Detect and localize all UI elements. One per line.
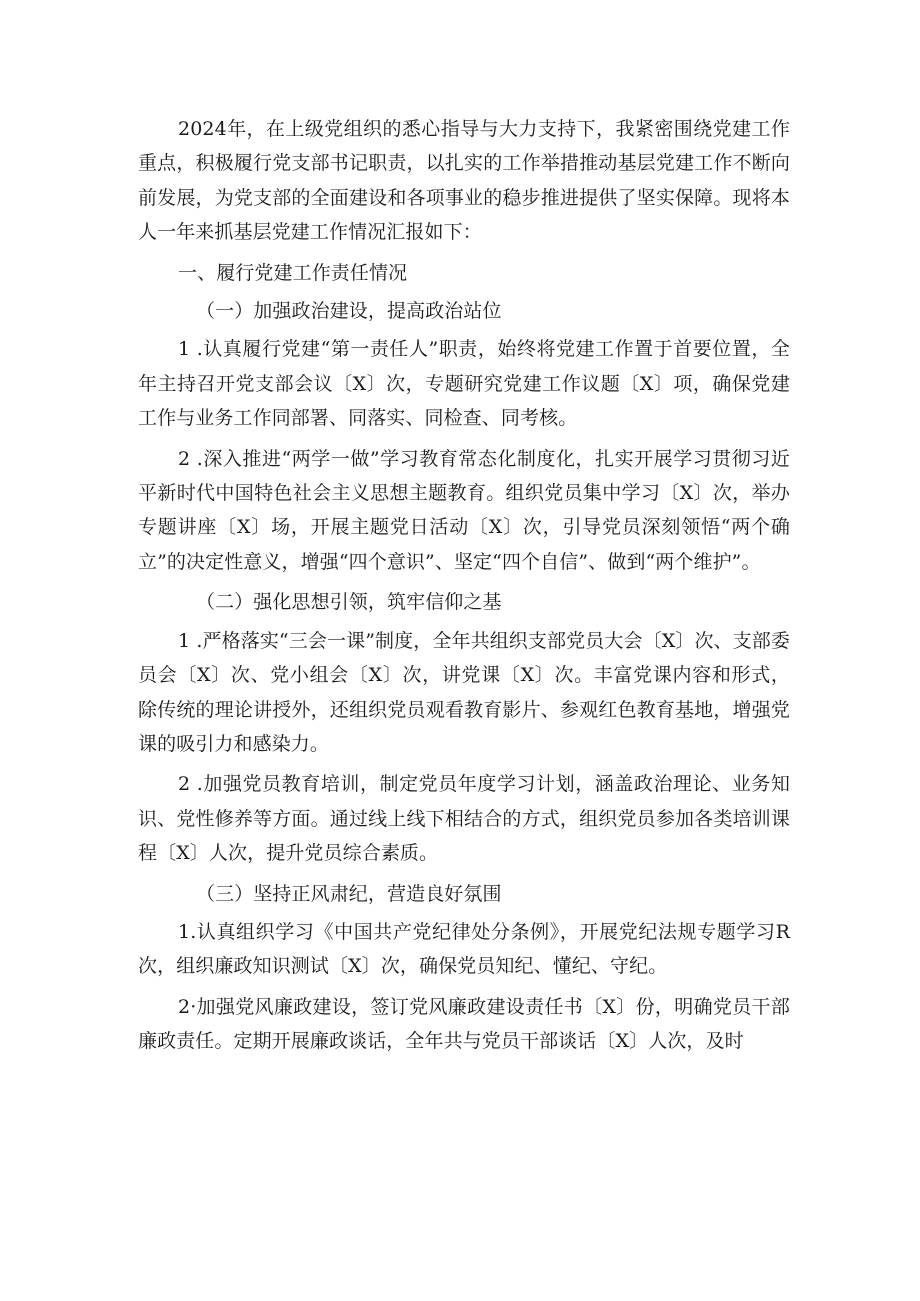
subsection-heading-3: （三）坚持正风肃纪，营造良好氛围: [196, 882, 502, 905]
paragraph-2-2: 2 .加强党员教育培训，制定党员年度学习计划，涵盖政治理论、业务知识、党性修养等方面。通过线上线下相结合的方式，组织党员参加各类培训课程〔X〕人次，提升党员综合素质。: [138, 773, 790, 865]
section-heading-1: 一、履行党建工作责任情况: [178, 261, 408, 284]
paragraph-3-1: 1.认真组织学习《中国共产党纪律处分条例》，开展党纪法规专题学习R次，组织廉政知识测试〔X〕次，确保党员知纪、懂纪、守纪。: [138, 920, 790, 978]
paragraph-1-2: 2 .深入推进“两学一做”学习教育常态化制度化，扎实开展学习贯彻习近平新时代中国特色社会主义思想主题教育。组织党员集中学习〔X〕次，举办专题讲座〔X〕场，开展主题党日活动〔X〕次，引导党员深刻领悟“两个确立”的决定性意义，增强“四个意识”、坚定“四个自信”、做到“两个维护”。: [138, 447, 790, 573]
paragraph-2-1: 1 .严格落实“三会一课”制度，全年共组织支部党员大会〔X〕次、支部委员会〔X〕次、党小组会〔X〕次，讲党课〔X〕次。丰富党课内容和形式，除传统的理论讲授外，还组织党员观看教育影片、参观红色教育基地，增强党课的吸引力和感染力。: [138, 629, 790, 755]
subsection-heading-2: （二）强化思想引领，筑牢信仰之基: [196, 591, 502, 614]
subsection-heading-1: （一）加强政治建设，提高政治站位: [196, 300, 502, 323]
paragraph-3-2: 2·加强党风廉政建设，签订党风廉政建设责任书〔X〕份，明确党员干部廉政责任。定期开展廉政谈话，全年共与党员干部谈话〔X〕人次，及时: [138, 995, 790, 1053]
paragraph-1-1: 1 .认真履行党建“第一责任人”职责，始终将党建工作置于首要位置，全年主持召开党支部会议〔X〕次，专题研究党建工作议题〔X〕项，确保党建工作与业务工作同部署、同落实、同检查、同考核。: [138, 338, 790, 430]
document-body: [138, 112, 790, 1065]
intro-paragraph: 2024年，在上级党组织的悉心指导与大力支持下，我紧密围绕党建工作重点，积极履行党支部书记职责，以扎实的工作举措推动基层党建工作不断向前发展，为党支部的全面建设和各项事业的稳步推进提供了坚实保障。现将本人一年来抓基层党建工作情况汇报如下：: [138, 118, 790, 244]
